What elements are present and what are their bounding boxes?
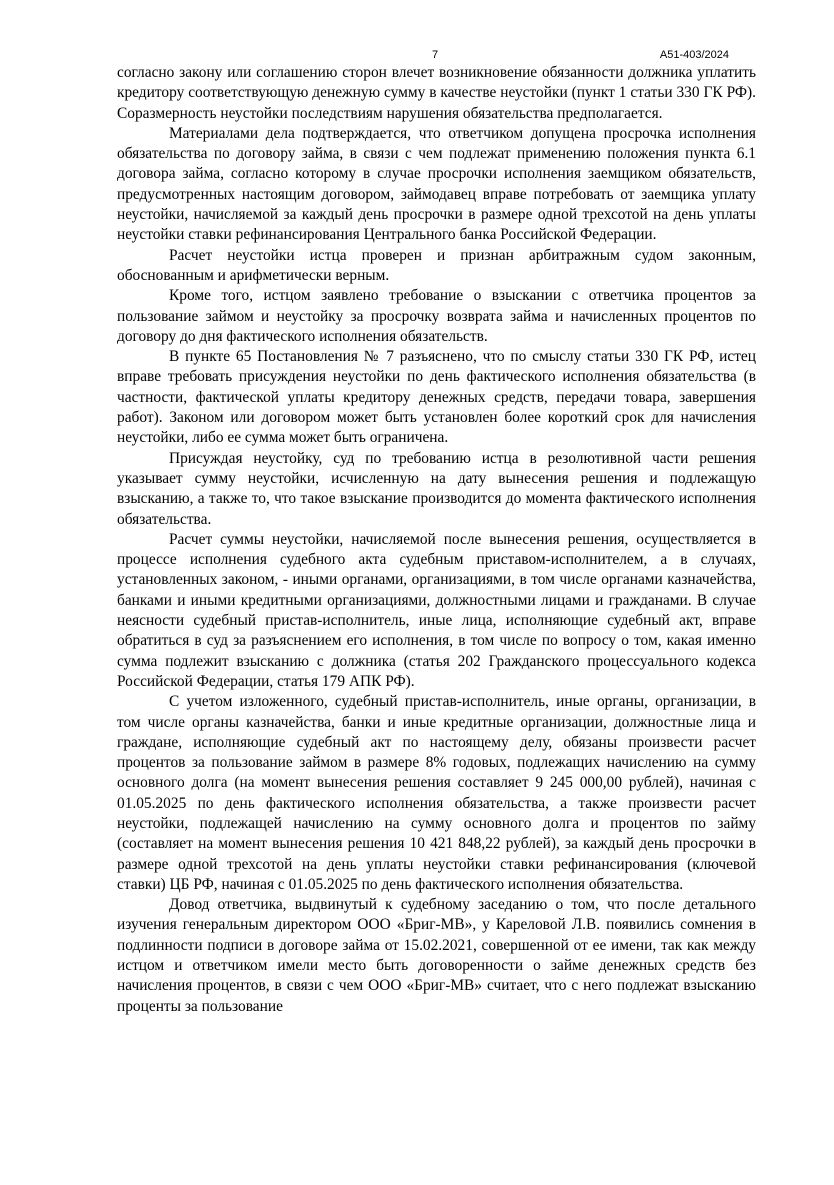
- page-number: 7: [431, 49, 439, 61]
- paragraph-interest-claim: Кроме того, истцом заявлено требование о взыскании с ответчика процентов за пользование займом и неустойку за просрочку возврата займа и начисленных процентов по договору до дня фактического исполнения обязательств.: [117, 287, 756, 345]
- paragraph-award-penalty: Присуждая неустойку, суд по требованию истца в резолютивной части решения указывает сумму неустойки, исчисленную на дату вынесения решения и подлежащую взысканию, а также то, что такое взыскание производится до момента фактического исполнения обязательства.: [117, 449, 756, 528]
- paragraph-penalty-definition: согласно закону или соглашению сторон влечет возникновение обязанности должника уплатить кредитору соответствующую денежную сумму в качестве неустойки (пункт 1 статьи 330 ГК РФ). Соразмерность неустойки последствиям нарушения обязательства предполагается.: [117, 64, 756, 122]
- paragraph-resolution-65: В пункте 65 Постановления № 7 разъяснено, что по смыслу статьи 330 ГК РФ, истец вправе требовать присуждения неустойки по день фактического исполнения обязательства (в частности, фактической уплаты кредитору денежных средств, передачи товара, завершения работ). Законом или договором может быть установлен более короткий срок для начисления неустойки, либо ее сумма может быть ограничена.: [117, 348, 756, 447]
- paragraph-calculation-verified: Расчет неустойки истца проверен и признан арбитражным судом законным, обоснованным и арифметически верным.: [117, 246, 756, 284]
- paragraph-bailiff-calculation: Расчет суммы неустойки, начисляемой после вынесения решения, осуществляется в процессе исполнения судебного акта судебным приставом-исполнителем, а в случаях, установленных законом, - иными органами, организациями, в том числе органами казначейства, банками и иными кредитными организациями, должностными лицами и гражданами. В случае неясности судебный пристав-исполнитель, иные лица, исполняющие судебный акт, вправе обратиться в суд за разъяснением его исполнения, в том числе по вопросу о том, какая именно сумма подлежит взысканию с должника (статья 202 Гражданского процессуального кодекса Российской Федерации, статья 179 АПК РФ).: [117, 530, 756, 690]
- paragraph-overdue-evidence: Материалами дела подтверждается, что ответчиком допущена просрочка исполнения обязательства по договору займа, в связи с чем подлежат применению положения пункта 6.1 договора займа, согласно которому в случае просрочки исполнения заемщиком обязательств, предусмотренных настоящим договором, займодавец вправе потребовать от заемщика уплату неустойки, начисляемой за каждый день просрочки в размере одной трехсотой на день уплаты неустойки ставки рефинансирования Центрального банка Российской Федерации.: [117, 124, 756, 244]
- paragraph-defendant-argument: Довод ответчика, выдвинутый к судебному заседанию о том, что после детального изучения генеральным директором ООО «Бриг-МВ», у Кареловой Л.В. появились сомнения в подлинности подписи в договоре займа от 15.02.2021, совершенной от ее имени, так как между истцом и ответчиком имели место быть договоренности о займе денежных средств без начисления процентов, в связи с чем ООО «Бриг-МВ» считает, что с него подлежат взысканию проценты за пользование: [117, 896, 756, 1015]
- document-body: [117, 63, 756, 1017]
- paragraph-obligation-to-calculate: С учетом изложенного, судебный пристав-исполнитель, иные органы, организации, в том числе органы казначейства, банки и иные кредитные организации, должностные лица и граждане, исполняющие судебный акт по настоящему делу, обязаны произвести расчет процентов за пользование займом в размере 8% годовых, подлежащих начислению на сумму основного долга (на момент вынесения решения составляет 9 245 000,00 рублей), начиная с 01.05.2025 по день фактического исполнения обязательства, а также произвести расчет неустойки, подлежащей начислению на сумму основного долга и процентов по займу (составляет на момент вынесения решения 10 421 848,22 рублей), за каждый день просрочки в размере одной трехсотой на день уплаты неустойки ставки рефинансирования (ключевой ставки) ЦБ РФ, начиная с 01.05.2025 по день фактического исполнения обязательства.: [117, 693, 756, 893]
- case-number: А51-403/2024: [659, 49, 729, 61]
